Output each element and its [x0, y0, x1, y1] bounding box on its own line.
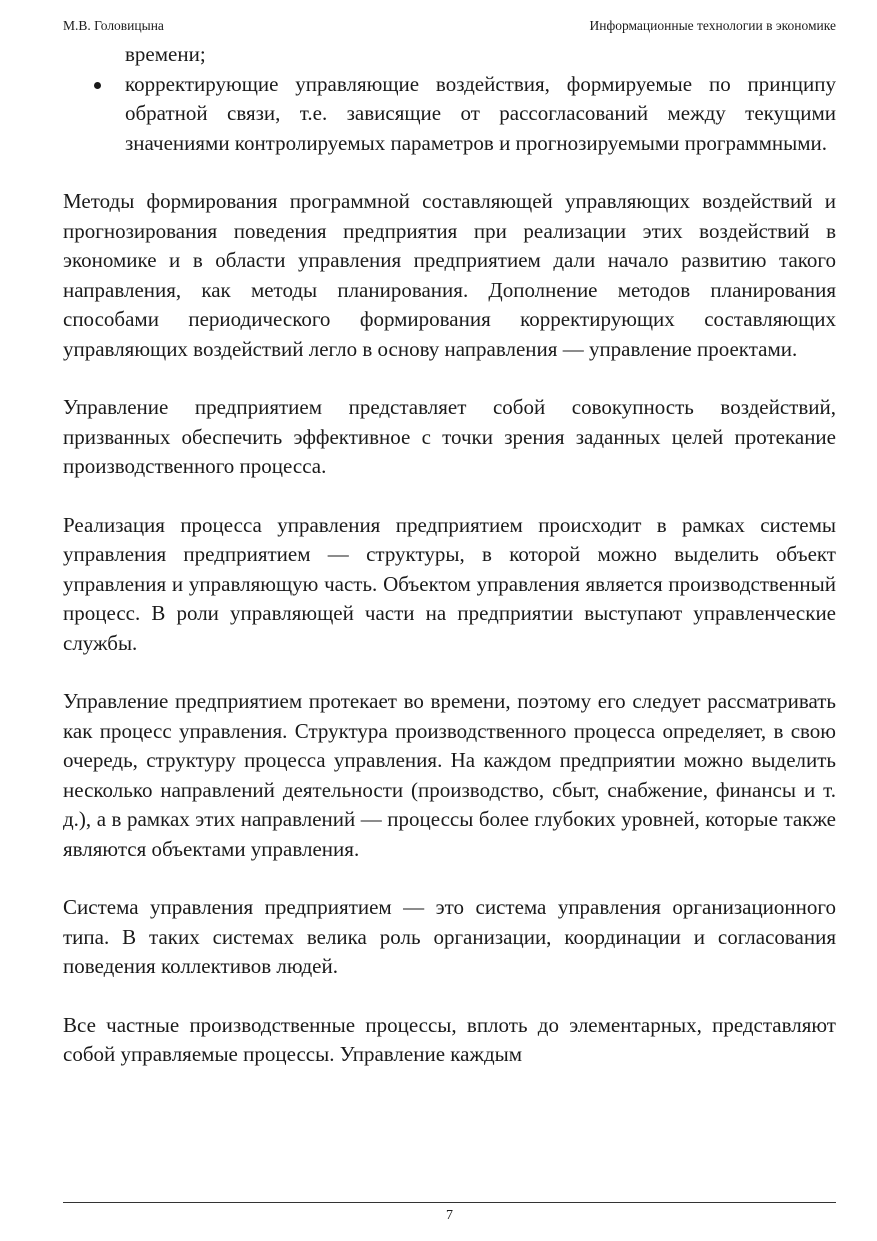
- page-body: [63, 40, 836, 1070]
- paragraph-enterprise-management: Управление предприятием представляет собой совокупность воздействий, призванных обеспечить эффективное с точки зрения заданных целей протекание производственного процесса.: [63, 395, 836, 478]
- list-item-continuation: времени;: [125, 42, 206, 66]
- paragraph-management-system: Реализация процесса управления предприятием происходит в рамках системы управления предприятием — структуры, в которой можно выделить объект управления и управляющую часть. Объектом управления является производственный процесс. В роли управляющей части на предприятии выступают управленческие службы.: [63, 512, 836, 655]
- paragraph-organizational-system: Система управления предприятием — это система управления организационного типа. В таких системах велика роль организации, координации и согласования поведения коллективов людей.: [63, 895, 836, 978]
- footer-divider: [63, 1202, 836, 1203]
- paragraph-management-process: Управление предприятием протекает во времени, поэтому его следует рассматривать как процесс управления. Структура производственного процесса определяет, в свою очередь, структуру процесса управления. На каждом предприятии можно выделить несколько направлений деятельности (производство, сбыт, снабжение, финансы и т. д.), а в рамках этих направлений — процессы более глубоких уровней, которые также являются объектами управления.: [63, 689, 836, 861]
- page-header: [63, 17, 836, 35]
- header-author: М.В. Головицына: [63, 18, 164, 33]
- paragraph-planning-methods: Методы формирования программной составляющей управляющих воздействий и прогнозирования поведения предприятия при реализации этих воздействий в экономике и в области управления предприятием дали начало развитию такого направления, как методы планирования. Дополнение методов планирования способами периодического формирования корректирующих составляющих управляющих воздействий легло в основу направления — управление проектами.: [63, 189, 836, 361]
- paragraph-private-processes: Все частные производственные процессы, вплоть до элементарных, представляют собой управляемые процессы. Управление каждым: [63, 1012, 836, 1066]
- header-book-title: Информационные технологии в экономике: [589, 18, 836, 33]
- list-item-bullet: корректирующие управляющие воздействия, формируемые по принципу обратной связи, т.е. зависящие от рассогласований между текущими значениями контролируемых параметров и прогнозируемыми программными.: [125, 70, 836, 159]
- bullet-list: [63, 40, 836, 158]
- page-number: 7: [446, 1208, 453, 1223]
